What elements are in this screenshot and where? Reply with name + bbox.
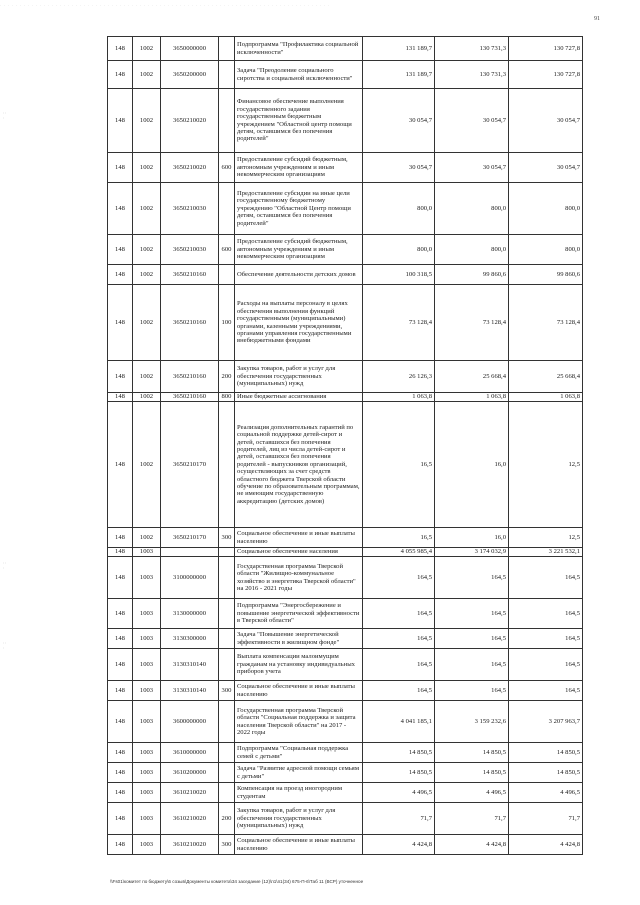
expense-type-code-cell: 200 [219, 803, 235, 835]
table-row [108, 361, 583, 393]
scan-noise-left: : : : [3, 110, 7, 120]
amount-year-2-cell: 14 850,5 [435, 763, 509, 783]
item-name-cell: Закупка товаров, работ и услуг для обеспечения государственных (муниципальных) нужд [235, 361, 363, 393]
amount-year-2-cell: 164,5 [435, 649, 509, 681]
expense-type-code-cell [219, 629, 235, 649]
department-code-cell: 148 [108, 153, 133, 183]
target-item-code-cell: 3650210160 [161, 265, 219, 285]
section-code-cell: 1003 [133, 649, 161, 681]
department-code-cell: 148 [108, 89, 133, 153]
amount-year-3-cell: 73 128,4 [509, 285, 583, 361]
target-item-code-cell: 3130300000 [161, 629, 219, 649]
amount-year-1-cell: 131 189,7 [363, 37, 435, 61]
amount-year-3-cell: 800,0 [509, 183, 583, 235]
section-code-cell: 1002 [133, 183, 161, 235]
amount-year-1-cell: 800,0 [363, 235, 435, 265]
amount-year-3-cell: 25 668,4 [509, 361, 583, 393]
amount-year-1-cell: 164,5 [363, 629, 435, 649]
expense-type-code-cell: 600 [219, 235, 235, 265]
amount-year-2-cell: 4 424,8 [435, 835, 509, 855]
table-row [108, 402, 583, 528]
amount-year-3-cell: 71,7 [509, 803, 583, 835]
item-name-cell: Компенсация на проезд иногородним студентам [235, 783, 363, 803]
amount-year-1-cell: 164,5 [363, 681, 435, 701]
department-code-cell: 148 [108, 701, 133, 743]
amount-year-2-cell: 16,0 [435, 528, 509, 548]
department-code-cell: 148 [108, 681, 133, 701]
item-name-cell: Задача "Развитие адресной помощи семьям с детьми" [235, 763, 363, 783]
section-code-cell: 1003 [133, 835, 161, 855]
amount-year-1-cell: 4 496,5 [363, 783, 435, 803]
department-code-cell: 148 [108, 235, 133, 265]
expense-type-code-cell [219, 557, 235, 599]
department-code-cell: 148 [108, 528, 133, 548]
section-code-cell: 1003 [133, 629, 161, 649]
table-row [108, 528, 583, 548]
item-name-cell: Подпрограмма "Профилактика социальной исключенности" [235, 37, 363, 61]
amount-year-2-cell: 130 731,3 [435, 61, 509, 89]
target-item-code-cell: 3610210020 [161, 803, 219, 835]
section-code-cell: 1003 [133, 548, 161, 557]
page-number: 91 [594, 16, 600, 22]
expense-type-code-cell: 300 [219, 681, 235, 701]
item-name-cell: Задача "Повышение энергетической эффективности в жилищном фонде" [235, 629, 363, 649]
item-name-cell: Закупка товаров, работ и услуг для обеспечения государственных (муниципальных) нужд [235, 803, 363, 835]
amount-year-3-cell: 30 054,7 [509, 153, 583, 183]
amount-year-3-cell: 3 207 963,7 [509, 701, 583, 743]
item-name-cell: Реализация дополнительных гарантий по социальной поддержке детей-сирот и детей, оставшихся без попечения родителей, лиц из числа детей-сирот и детей, оставшихся без попечения родителей - выпускников организаций, осуществляющих за счет средств областного бюджета Тверской области обучение по образовательным программам, не имеющим государственную аккредитацию (детских домов) [235, 402, 363, 528]
amount-year-2-cell: 164,5 [435, 599, 509, 629]
expense-type-code-cell [219, 599, 235, 629]
amount-year-3-cell: 30 054,7 [509, 89, 583, 153]
department-code-cell: 148 [108, 285, 133, 361]
department-code-cell: 148 [108, 37, 133, 61]
section-code-cell: 1003 [133, 743, 161, 763]
table-row [108, 557, 583, 599]
amount-year-3-cell: 14 850,5 [509, 743, 583, 763]
amount-year-1-cell: 16,5 [363, 402, 435, 528]
expense-type-code-cell [219, 743, 235, 763]
expense-type-code-cell [219, 265, 235, 285]
target-item-code-cell: 3600000000 [161, 701, 219, 743]
amount-year-1-cell: 14 850,5 [363, 763, 435, 783]
department-code-cell: 148 [108, 835, 133, 855]
table-row [108, 763, 583, 783]
amount-year-3-cell: 1 063,8 [509, 393, 583, 402]
table-row [108, 285, 583, 361]
table-row [108, 548, 583, 557]
amount-year-2-cell: 3 174 032,9 [435, 548, 509, 557]
expense-type-code-cell [219, 183, 235, 235]
table-row [108, 629, 583, 649]
item-name-cell: Предоставление субсидии на иные цели государственному бюджетному учреждению "Областной Центр помощи детям, оставшимся без попечения родителей" [235, 183, 363, 235]
amount-year-1-cell: 30 054,7 [363, 153, 435, 183]
expense-type-code-cell: 100 [219, 285, 235, 361]
expense-type-code-cell [219, 548, 235, 557]
item-name-cell: Предоставление субсидий бюджетным, автономным учреждениям и иным некоммерческим организациям [235, 235, 363, 265]
table-row [108, 61, 583, 89]
amount-year-1-cell: 164,5 [363, 599, 435, 629]
amount-year-1-cell: 30 054,7 [363, 89, 435, 153]
expense-type-code-cell [219, 783, 235, 803]
section-code-cell: 1003 [133, 599, 161, 629]
target-item-code-cell: 3650200000 [161, 61, 219, 89]
item-name-cell: Обеспечение деятельности детских домов [235, 265, 363, 285]
item-name-cell: Иные бюджетные ассигнования [235, 393, 363, 402]
item-name-cell: Социальное обеспечение и иные выплаты населению [235, 835, 363, 855]
expense-type-code-cell [219, 402, 235, 528]
target-item-code-cell: 3650210170 [161, 528, 219, 548]
table-row [108, 681, 583, 701]
table-row [108, 393, 583, 402]
amount-year-2-cell: 14 850,5 [435, 743, 509, 763]
amount-year-2-cell: 71,7 [435, 803, 509, 835]
budget-table [107, 36, 583, 855]
expense-type-code-cell [219, 649, 235, 681]
target-item-code-cell: 3650210030 [161, 183, 219, 235]
amount-year-3-cell: 130 727,8 [509, 37, 583, 61]
target-item-code-cell: 3130310140 [161, 681, 219, 701]
target-item-code-cell: 3130000000 [161, 599, 219, 629]
table-row [108, 183, 583, 235]
target-item-code-cell: 3650210160 [161, 393, 219, 402]
section-code-cell: 1002 [133, 61, 161, 89]
section-code-cell: 1003 [133, 783, 161, 803]
amount-year-3-cell: 12,5 [509, 528, 583, 548]
amount-year-3-cell: 164,5 [509, 599, 583, 629]
amount-year-2-cell: 16,0 [435, 402, 509, 528]
table-row [108, 265, 583, 285]
amount-year-2-cell: 73 128,4 [435, 285, 509, 361]
item-name-cell: Социальное обеспечение населения [235, 548, 363, 557]
scan-noise-top: . . . . . . . . . . . . . . . . . . . . . . . . . . . . . . . . . . . . . . . . . . . . . . . . . . . . . . . . . . . . . . . . . . . . . . . . . . . . . . . . . . . [0, 2, 330, 7]
amount-year-3-cell: 800,0 [509, 235, 583, 265]
amount-year-3-cell: 3 221 532,1 [509, 548, 583, 557]
section-code-cell: 1002 [133, 89, 161, 153]
item-name-cell: Расходы на выплаты персоналу в целях обеспечения выполнения функций государственными (муниципальными) органами, казенными учреждениями, органами управления государственными внебюджетными фондами [235, 285, 363, 361]
item-name-cell: Подпрограмма "Энергосбережение и повышение энергетической эффективности в Тверской области" [235, 599, 363, 629]
scan-noise-left: : : : [3, 560, 7, 570]
section-code-cell: 1002 [133, 402, 161, 528]
table-row [108, 599, 583, 629]
amount-year-1-cell: 4 055 985,4 [363, 548, 435, 557]
amount-year-2-cell: 3 159 232,6 [435, 701, 509, 743]
target-item-code-cell: 3650210170 [161, 402, 219, 528]
amount-year-2-cell: 164,5 [435, 557, 509, 599]
amount-year-1-cell: 4 041 185,1 [363, 701, 435, 743]
amount-year-3-cell: 4 496,5 [509, 783, 583, 803]
target-item-code-cell: 3650210160 [161, 285, 219, 361]
amount-year-2-cell: 1 063,8 [435, 393, 509, 402]
item-name-cell: Государственная программа Тверской области "Социальная поддержка и защита населения Тверской области" на 2017 - 2022 годы [235, 701, 363, 743]
item-name-cell: Подпрограмма "Социальная поддержка семей с детьми" [235, 743, 363, 763]
amount-year-1-cell: 26 126,3 [363, 361, 435, 393]
amount-year-1-cell: 73 128,4 [363, 285, 435, 361]
amount-year-3-cell: 12,5 [509, 402, 583, 528]
amount-year-1-cell: 800,0 [363, 183, 435, 235]
amount-year-1-cell: 131 189,7 [363, 61, 435, 89]
department-code-cell: 148 [108, 629, 133, 649]
amount-year-1-cell: 16,5 [363, 528, 435, 548]
section-code-cell: 1003 [133, 701, 161, 743]
amount-year-3-cell: 164,5 [509, 681, 583, 701]
section-code-cell: 1002 [133, 393, 161, 402]
section-code-cell: 1002 [133, 153, 161, 183]
target-item-code-cell [161, 548, 219, 557]
table-row [108, 89, 583, 153]
amount-year-1-cell: 71,7 [363, 803, 435, 835]
section-code-cell: 1002 [133, 285, 161, 361]
amount-year-3-cell: 164,5 [509, 557, 583, 599]
amount-year-3-cell: 14 850,5 [509, 763, 583, 783]
amount-year-2-cell: 4 496,5 [435, 783, 509, 803]
item-name-cell: Социальное обеспечение и иные выплаты населению [235, 681, 363, 701]
department-code-cell: 148 [108, 183, 133, 235]
item-name-cell: Социальное обеспечение и иные выплаты населению [235, 528, 363, 548]
amount-year-1-cell: 164,5 [363, 557, 435, 599]
section-code-cell: 1002 [133, 265, 161, 285]
table-row [108, 803, 583, 835]
amount-year-2-cell: 800,0 [435, 183, 509, 235]
item-name-cell: Предоставление субсидий бюджетным, автономным учреждениям и иным некоммерческим организациям [235, 153, 363, 183]
target-item-code-cell: 3100000000 [161, 557, 219, 599]
department-code-cell: 148 [108, 393, 133, 402]
department-code-cell: 148 [108, 599, 133, 629]
target-item-code-cell: 3130310140 [161, 649, 219, 681]
expense-type-code-cell: 300 [219, 528, 235, 548]
item-name-cell: Задача "Преодоление социального сиротства и социальной исключенности" [235, 61, 363, 89]
item-name-cell: Выплата компенсации малоимущим гражданам на установку индивидуальных приборов учета [235, 649, 363, 681]
expense-type-code-cell [219, 37, 235, 61]
amount-year-3-cell: 99 860,6 [509, 265, 583, 285]
section-code-cell: 1003 [133, 681, 161, 701]
item-name-cell: Государственная программа Тверской области "Жилищно-коммунальное хозяйство и энергетика Тверской области" на 2016 - 2021 годы [235, 557, 363, 599]
amount-year-2-cell: 25 668,4 [435, 361, 509, 393]
amount-year-3-cell: 164,5 [509, 629, 583, 649]
department-code-cell: 148 [108, 548, 133, 557]
expense-type-code-cell [219, 89, 235, 153]
scan-noise-left: : : : [3, 640, 7, 650]
amount-year-1-cell: 4 424,8 [363, 835, 435, 855]
table-row [108, 701, 583, 743]
budget-table-body [108, 37, 583, 855]
amount-year-2-cell: 800,0 [435, 235, 509, 265]
table-row [108, 235, 583, 265]
target-item-code-cell: 3610210020 [161, 835, 219, 855]
amount-year-2-cell: 130 731,3 [435, 37, 509, 61]
section-code-cell: 1002 [133, 235, 161, 265]
expense-type-code-cell: 600 [219, 153, 235, 183]
amount-year-2-cell: 164,5 [435, 681, 509, 701]
amount-year-1-cell: 1 063,8 [363, 393, 435, 402]
table-row [108, 37, 583, 61]
department-code-cell: 148 [108, 557, 133, 599]
expense-type-code-cell [219, 61, 235, 89]
target-item-code-cell: 3610200000 [161, 763, 219, 783]
expense-type-code-cell [219, 701, 235, 743]
section-code-cell: 1003 [133, 763, 161, 783]
target-item-code-cell: 3650000000 [161, 37, 219, 61]
section-code-cell: 1003 [133, 557, 161, 599]
target-item-code-cell: 3650210030 [161, 235, 219, 265]
amount-year-3-cell: 130 727,8 [509, 61, 583, 89]
expense-type-code-cell: 200 [219, 361, 235, 393]
amount-year-3-cell: 4 424,8 [509, 835, 583, 855]
table-row [108, 153, 583, 183]
department-code-cell: 148 [108, 743, 133, 763]
amount-year-2-cell: 99 860,6 [435, 265, 509, 285]
amount-year-3-cell: 164,5 [509, 649, 583, 681]
section-code-cell: 1002 [133, 361, 161, 393]
item-name-cell: Финансовое обеспечение выполнения государственного задания государственным бюджетным учреждением "Областной центр помощи детям, оставшимся без попечения родителей" [235, 89, 363, 153]
table-row [108, 649, 583, 681]
department-code-cell: 148 [108, 361, 133, 393]
table-row [108, 783, 583, 803]
target-item-code-cell: 3610210020 [161, 783, 219, 803]
table-row [108, 743, 583, 763]
section-code-cell: 1002 [133, 37, 161, 61]
target-item-code-cell: 3650210160 [161, 361, 219, 393]
department-code-cell: 148 [108, 402, 133, 528]
amount-year-2-cell: 164,5 [435, 629, 509, 649]
target-item-code-cell: 3610000000 [161, 743, 219, 763]
amount-year-1-cell: 100 318,5 [363, 265, 435, 285]
target-item-code-cell: 3650210020 [161, 153, 219, 183]
department-code-cell: 148 [108, 649, 133, 681]
department-code-cell: 148 [108, 265, 133, 285]
amount-year-1-cell: 164,5 [363, 649, 435, 681]
section-code-cell: 1002 [133, 528, 161, 548]
department-code-cell: 148 [108, 61, 133, 89]
expense-type-code-cell: 300 [219, 835, 235, 855]
expense-type-code-cell: 800 [219, 393, 235, 402]
section-code-cell: 1003 [133, 803, 161, 835]
file-path-footer: \\Fs01\комитет по бюджету\6 созыв\Документы комитета\34 заседание (12)\п1\п1(34) 675-П-6\Таб 11 (ВСР) уточненное [110, 879, 364, 884]
amount-year-1-cell: 14 850,5 [363, 743, 435, 763]
department-code-cell: 148 [108, 763, 133, 783]
department-code-cell: 148 [108, 803, 133, 835]
amount-year-2-cell: 30 054,7 [435, 153, 509, 183]
department-code-cell: 148 [108, 783, 133, 803]
expense-type-code-cell [219, 763, 235, 783]
amount-year-2-cell: 30 054,7 [435, 89, 509, 153]
table-row [108, 835, 583, 855]
target-item-code-cell: 3650210020 [161, 89, 219, 153]
